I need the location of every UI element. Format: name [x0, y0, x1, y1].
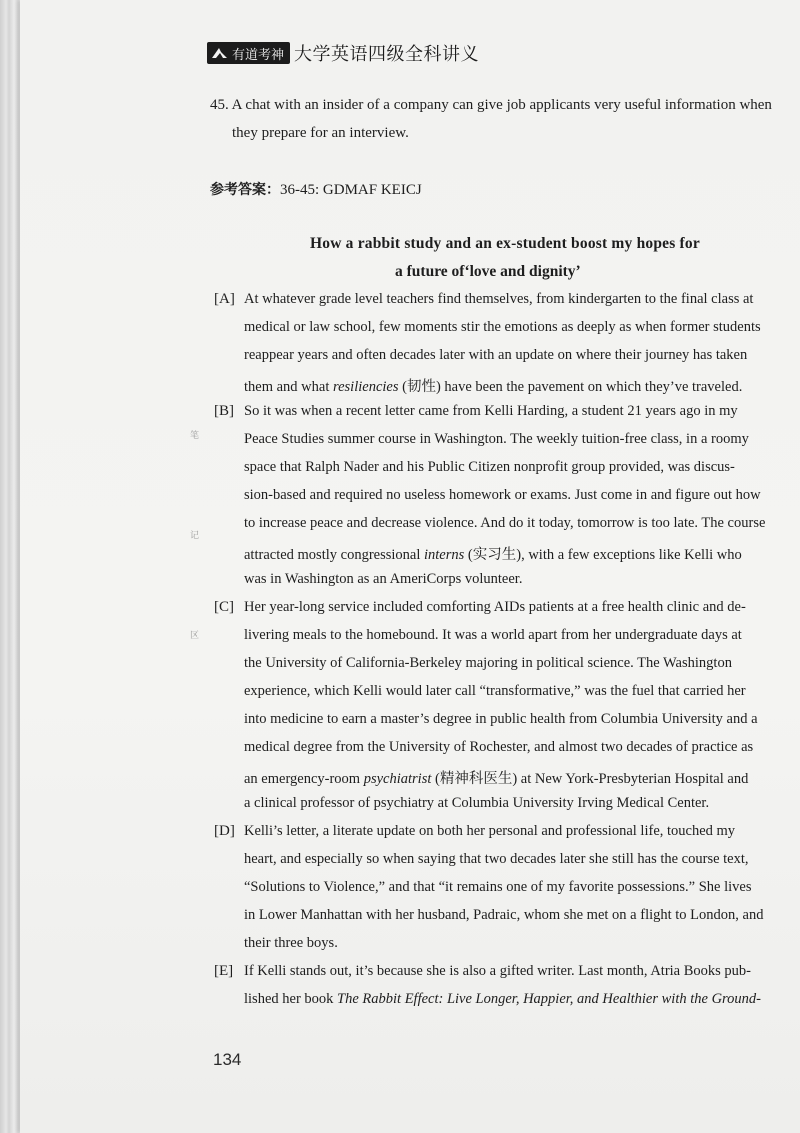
paragraph-line: into medicine to earn a master’s degree in public health from Columbia University and a — [244, 711, 758, 727]
margin-note-mark: 笔 — [190, 431, 200, 441]
italic-term: The Rabbit Effect: Live Longer, Happier, and Healthier with the Ground- — [337, 991, 761, 1007]
article-title-line-2: a future of‘love and dignity’ — [395, 263, 581, 280]
paragraph-line: reappear years and often decades later with an update on where their journey has taken — [244, 347, 748, 363]
italic-term: interns — [424, 547, 465, 563]
italic-term: resiliencies — [333, 379, 399, 395]
margin-note-mark: 记 — [190, 531, 200, 541]
paragraph-line: them and what resiliencies (韧性) have been the pavement on which they’ve traveled. — [244, 379, 743, 395]
paragraph-line: heart, and especially so when saying that two decades later she still has the course text, — [244, 851, 749, 867]
paragraph-line: the University of California-Berkeley majoring in political science. The Washington — [244, 655, 732, 671]
brand-logo-icon — [211, 46, 229, 60]
paragraph-line: At whatever grade level teachers find themselves, from kindergarten to the final class at — [244, 291, 754, 307]
paragraph-line: Kelli’s letter, a literate update on both her personal and professional life, touched my — [244, 823, 736, 839]
page-number: 134 — [213, 1050, 242, 1069]
paragraph-label-d: [D] — [214, 823, 235, 839]
paragraph-line: space that Ralph Nader and his Public Citizen nonprofit group provided, was discus- — [244, 459, 735, 475]
paragraph-label-b: [B] — [214, 403, 234, 419]
paragraph-line: experience, which Kelli would later call “transformative,” was the fuel that carried her — [244, 683, 746, 699]
paragraph-line: their three boys. — [244, 935, 338, 951]
answer-value: 36-45: GDMAF KEICJ — [280, 182, 422, 198]
paragraph-line: “Solutions to Violence,” and that “it remains one of my favorite possessions.” She lives — [244, 879, 752, 895]
italic-term: psychiatrist — [363, 771, 432, 787]
paragraph-label-a: [A] — [214, 291, 235, 307]
answer-key — [210, 179, 422, 199]
running-header — [207, 40, 479, 66]
margin-note-mark: 区 — [190, 631, 200, 641]
paragraph-line: a clinical professor of psychiatry at Columbia University Irving Medical Center. — [244, 795, 710, 811]
paragraph-line: Peace Studies summer course in Washington. The weekly tuition-free class, in a roomy — [244, 431, 749, 447]
paragraph-label-c: [C] — [214, 599, 234, 615]
paragraph-line: Her year-long service included comforting AIDs patients at a free health clinic and de- — [244, 599, 746, 615]
paragraph-line: sion-based and required no useless homework or exams. Just come in and figure out how — [244, 487, 761, 503]
paragraph-line: lished her book The Rabbit Effect: Live Longer, Happier, and Healthier with the Ground- — [244, 991, 761, 1007]
paragraph-line: attracted mostly congressional interns (实习生), with a few exceptions like Kelli who — [244, 547, 742, 563]
article-title-line-1: How a rabbit study and an ex-student boost my hopes for — [310, 235, 700, 252]
question-45-line-1: 45. A chat with an insider of a company can give job applicants very useful information when — [210, 97, 772, 113]
paragraph-line: medical or law school, few moments stir the emotions as deeply as when former students — [244, 319, 761, 335]
paragraph-line: in Lower Manhattan with her husband, Padraic, whom she met on a flight to London, and — [244, 907, 764, 923]
brand-badge — [207, 42, 290, 64]
paragraph-line: livering meals to the homebound. It was a world apart from her undergraduate days at — [244, 627, 742, 643]
paragraph-line: was in Washington as an AmeriCorps volunteer. — [244, 571, 523, 587]
paragraph-line: medical degree from the University of Rochester, and almost two decades of practice as — [244, 739, 754, 755]
brand-name: 有道考神 — [232, 47, 285, 63]
paragraph-line: an emergency-room psychiatrist (精神科医生) at New York-Presbyterian Hospital and — [244, 771, 749, 787]
answer-label: 参考答案： — [210, 182, 280, 198]
paragraph-line: So it was when a recent letter came from Kelli Harding, a student 21 years ago in my — [244, 403, 738, 419]
question-45-line-2: they prepare for an interview. — [232, 125, 409, 141]
header-title: 大学英语四级全科讲义 — [294, 44, 480, 65]
paragraph-line: to increase peace and decrease violence. And do it today, tomorrow is too late. The course — [244, 515, 766, 531]
paragraph-line: If Kelli stands out, it’s because she is also a gifted writer. Last month, Atria Books pub- — [244, 963, 752, 979]
paragraph-label-e: [E] — [214, 963, 234, 979]
